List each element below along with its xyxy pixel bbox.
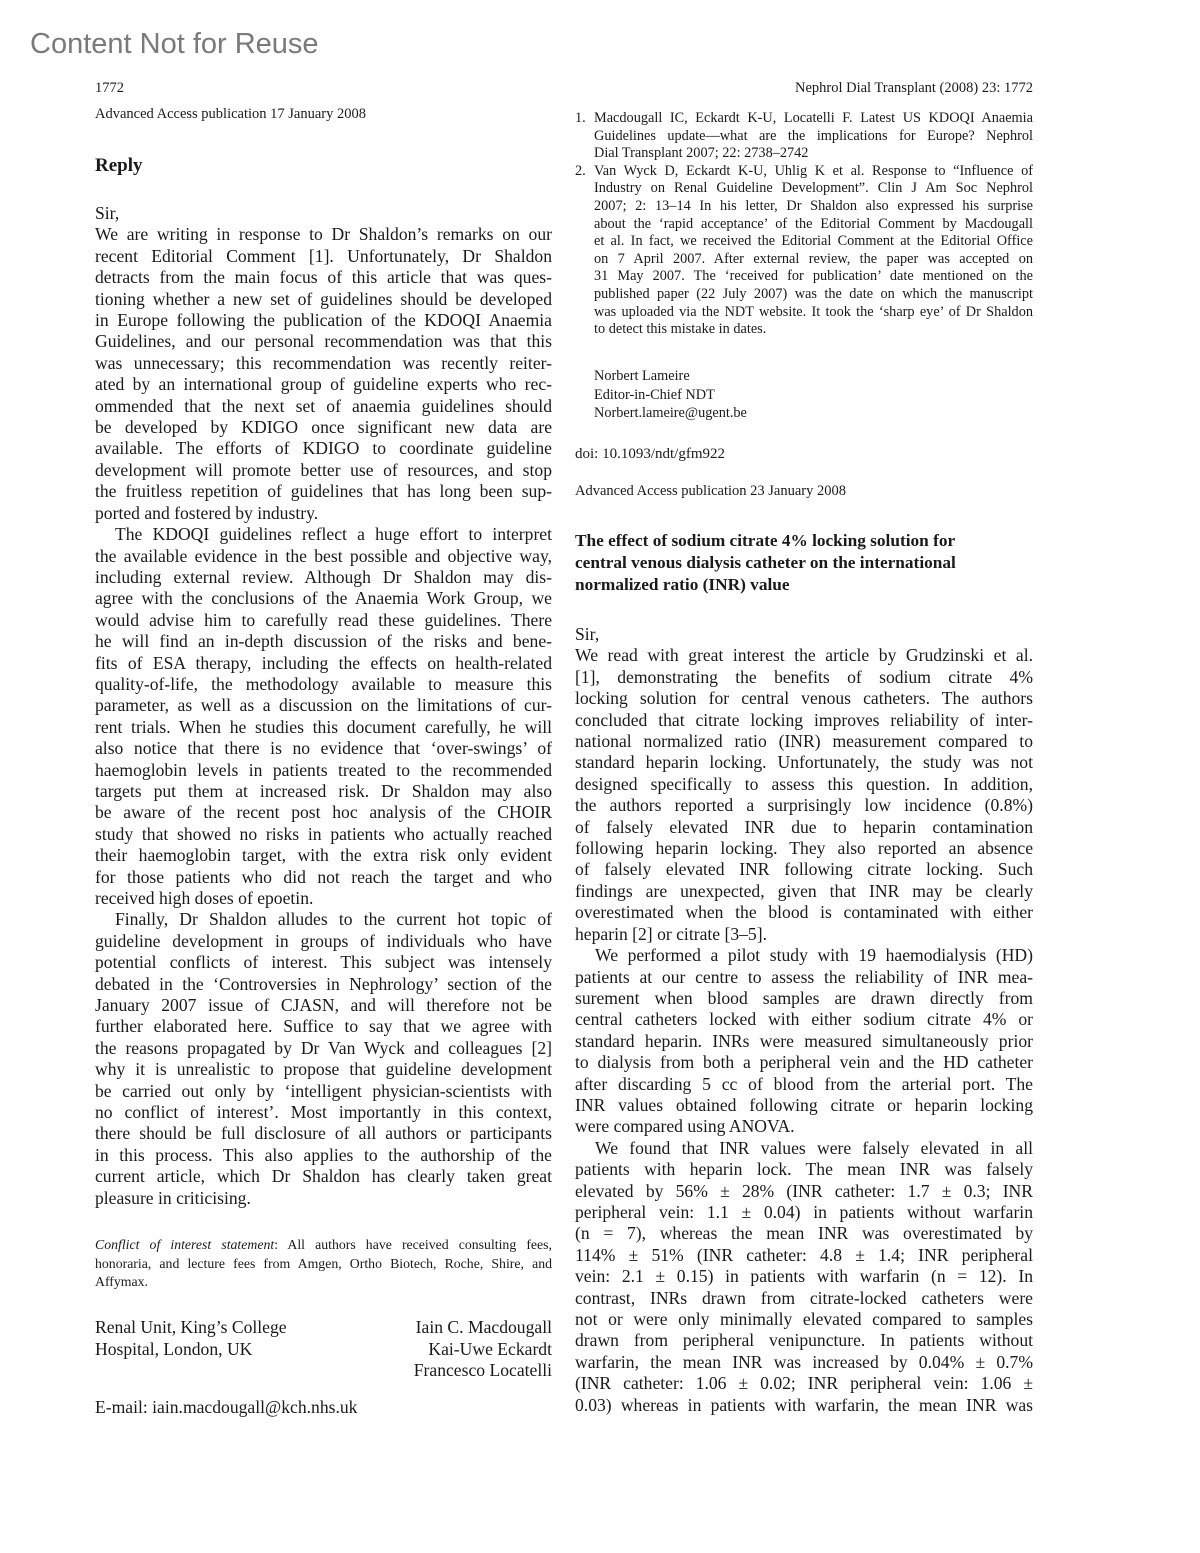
text-line: were compared using ANOVA.	[575, 1116, 795, 1137]
text-line: Macdougall IC, Eckardt K-U, Locatelli F. Latest US KDOQI Anaemia	[594, 110, 1033, 126]
text-line: debated in the ‘Controversies in Nephrology’ section of the	[95, 973, 552, 994]
text-line: haemoglobin levels in patients treated to the recommended	[95, 759, 552, 780]
affiliation-line: Renal Unit, King’s College	[95, 1317, 287, 1337]
text-line: 114% ± 51% (INR catheter: 4.8 ± 1.4; INR peripheral	[575, 1244, 1033, 1265]
conflict-text: : All authors have received consulting fees,	[274, 1237, 552, 1252]
text-line: patients with heparin lock. The mean INR was falsely	[575, 1159, 1033, 1180]
affiliation-line: Hospital, London, UK	[95, 1338, 253, 1359]
text-line: parameter, as well as a discussion on the limitations of cur-	[95, 695, 552, 716]
text-line: why it is unrealistic to propose that guideline development	[95, 1059, 552, 1080]
author-name: Francesco Locatelli	[413, 1360, 552, 1380]
text-line: was uploaded via the NDT website. It took the ‘sharp eye’ of Dr Shaldon	[594, 303, 1033, 320]
title-line: normalized ratio (INR) value	[575, 575, 790, 594]
text-line: standard heparin locking. Unfortunately, the study was not	[575, 752, 1033, 773]
text-line: in this process. This also applies to the authorship of the	[95, 1144, 552, 1165]
text-line: he will find an in-depth discussion of the risks and bene-	[95, 631, 552, 652]
text-line: for those patients who did not reach the target and who	[95, 866, 552, 887]
text-line: central catheters locked with either sodium citrate 4% or	[575, 1009, 1033, 1030]
text-line: after discarding 5 cc of blood from the arterial port. The	[575, 1073, 1033, 1094]
text-line: vein: 2.1 ± 0.15) in patients with warfarin (n = 12). In	[575, 1266, 1033, 1287]
text-line: Van Wyck D, Eckardt K-U, Uhlig K et al. Response to “Influence of	[594, 162, 1033, 179]
text-line: (n = 7), whereas the mean INR was overestimated by	[575, 1223, 1033, 1244]
text-line: there should be full disclosure of all authors or participants	[95, 1123, 552, 1144]
text-line: elevated by 56% ± 28% (INR catheter: 1.7 ± 0.3; INR	[575, 1180, 1033, 1201]
title-line: central venous dialysis catheter on the international	[575, 553, 956, 572]
text-line: We found that INR values were falsely elevated in all	[595, 1137, 1033, 1158]
text-line: designed specifically to assess this question. In addition,	[575, 773, 1033, 794]
title-line: The effect of sodium citrate 4% locking solution for	[575, 531, 956, 550]
text-line: surement when blood samples are drawn directly from	[575, 987, 1033, 1008]
text-line: also notice that there is no evidence that ‘over-swings’ of	[95, 738, 552, 759]
text-line: Dial Transplant 2007; 22: 2738–2742	[594, 145, 809, 162]
text-line: received high doses of epoetin.	[95, 888, 314, 908]
reply-paragraph-2	[95, 524, 552, 909]
advanced-access-date-reply: Advanced Access publication 17 January 2008	[95, 106, 366, 122]
citrate-paragraph-1	[575, 645, 1033, 945]
reference-item	[575, 110, 1033, 163]
text-line: Guidelines, and our personal recommendation was that this	[95, 331, 552, 352]
text-line: the available evidence in the best possible and objective way,	[95, 545, 552, 566]
text-line: (INR catheter: 1.06 ± 0.02; INR peripheral vein: 1.06 ±	[575, 1373, 1033, 1394]
editor-role: Editor-in-Chief NDT	[594, 386, 715, 403]
text-line: We performed a pilot study with 19 haemodialysis (HD)	[595, 945, 1033, 966]
text-line: Guidelines update—what are the implications for Europe? Nephrol	[594, 127, 1033, 144]
article-title-citrate	[575, 530, 1033, 596]
text-line: targets put them at increased risk. Dr Shaldon may also	[95, 780, 552, 801]
text-line: the reasons propagated by Dr Van Wyck and colleagues [2]	[95, 1037, 552, 1058]
text-line: published paper (22 July 2007) was the date on which the manuscript	[594, 285, 1033, 302]
conflict-of-interest-statement	[95, 1236, 552, 1292]
text-line: their haemoglobin target, with the extra risk only evident	[95, 845, 552, 866]
text-line: on 7 April 2007. After external review, the paper was accepted on	[594, 250, 1033, 267]
text-line: agree with the conclusions of the Anaemia Work Group, we	[95, 588, 552, 609]
text-line: national normalized ratio (INR) measurement compared to	[575, 731, 1033, 752]
text-line: be developed by KDIGO once significant new data are	[95, 417, 552, 438]
text-line: locking solution for central venous catheters. The authors	[575, 688, 1033, 709]
text-line: detracts from the main focus of this article that was ques-	[95, 267, 552, 288]
text-line: ported and fostered by industry.	[95, 502, 319, 523]
page-number: 1772	[95, 80, 124, 96]
text-line: January 2007 issue of CJASN, and will therefore not be	[95, 995, 552, 1016]
watermark-text: Content Not for Reuse	[30, 28, 319, 60]
editor-email[interactable]: Norbert.lameire@ugent.be	[594, 405, 747, 421]
text-line: in Europe following the publication of the KDOQI Anaemia	[95, 310, 552, 331]
text-line: was unnecessary; this recommendation was recently reiter-	[95, 352, 552, 373]
editor-name: Norbert Lameire	[594, 368, 690, 384]
text-line: rent trials. When he studies this document carefully, he will	[95, 716, 552, 737]
text-line: drawn from peripheral venipuncture. In patients without	[575, 1330, 1033, 1351]
article-title-reply: Reply	[95, 155, 143, 176]
text-line: et al. In fact, we received the Editorial Comment at the Editorial Office	[594, 233, 1033, 250]
salutation: Sir,	[575, 624, 600, 644]
text-line: be aware of the recent post hoc analysis of the CHOIR	[95, 802, 552, 823]
text-line: INR values obtained following citrate or heparin locking	[575, 1094, 1033, 1115]
text-line: We are writing in response to Dr Shaldon’s remarks on our	[95, 224, 552, 245]
text-line: ated by an international group of guideline experts who rec-	[95, 374, 552, 395]
text-line: potential conflicts of interest. This subject was intensely	[95, 952, 552, 973]
author-name: Iain C. Macdougall	[415, 1317, 552, 1337]
text-line: standard heparin. INRs were measured simultaneously prior	[575, 1030, 1033, 1051]
text-line: 0.03) whereas in patients with warfarin, the mean INR was	[575, 1394, 1033, 1415]
text-line: following heparin locking. They also reported an absence	[575, 838, 1033, 859]
reference-number: 2.	[575, 162, 586, 179]
text-line: ommended that the next set of anaemia guidelines should	[95, 395, 552, 416]
text-line: of falsely elevated INR due to heparin contamination	[575, 816, 1033, 837]
text-line: honoraria, and lecture fees from Amgen, Ortho Biotech, Roche, Shire, and	[95, 1255, 552, 1271]
text-line: not or were only minimally elevated compared to samples	[575, 1309, 1033, 1329]
advanced-access-date-citrate: Advanced Access publication 23 January 2008	[575, 483, 846, 499]
text-line: pleasure in criticising.	[95, 1187, 251, 1208]
text-line: findings are unexpected, given that INR may be clearly	[575, 880, 1033, 901]
text-line: Affymax.	[95, 1274, 149, 1289]
editor-signature	[594, 367, 747, 423]
text-line: concluded that citrate locking improves reliability of inter-	[575, 709, 1033, 730]
text-line: contrast, INRs drawn from citrate-locked catheters were	[575, 1287, 1033, 1308]
text-line: the authors reported a surprisingly low incidence (0.8%)	[575, 795, 1033, 816]
citrate-paragraph-3	[575, 1138, 1033, 1416]
text-line: of falsely elevated INR following citrate locking. Such	[575, 859, 1033, 880]
reply-paragraph-1	[95, 224, 552, 524]
text-line: warfarin, the mean INR was increased by 0.04% ± 0.7%	[575, 1351, 1033, 1372]
text-line: Finally, Dr Shaldon alludes to the current hot topic of	[115, 909, 552, 930]
author-email[interactable]: E-mail: iain.macdougall@kch.nhs.uk	[95, 1397, 358, 1417]
text-line: The KDOQI guidelines reflect a huge effort to interpret	[115, 524, 552, 545]
text-line: 2007; 2: 13–14 In his letter, Dr Shaldon also expressed his surprise	[594, 197, 1033, 214]
text-line: recent Editorial Comment [1]. Unfortunately, Dr Shaldon	[95, 245, 552, 266]
author-list	[414, 1317, 552, 1382]
text-line: further elaborated here. Suffice to say that we agree with	[95, 1016, 552, 1037]
reference-item	[575, 163, 1033, 339]
text-line: heparin [2] or citrate [3–5].	[575, 923, 767, 944]
text-line: peripheral vein: 1.1 ± 0.04) in patients without warfarin	[575, 1201, 1033, 1222]
text-line: [1], demonstrating the benefits of sodium citrate 4%	[575, 666, 1033, 687]
text-line: study that showed no risks in patients who actually reached	[95, 823, 552, 844]
citrate-body	[575, 624, 1033, 1416]
text-line: 31 May 2007. The ‘received for publication’ date mentioned on the	[594, 268, 1033, 285]
text-line: to detect this mistake in dates.	[594, 321, 767, 338]
text-line: patients at our centre to assess the reliability of INR mea-	[575, 966, 1033, 987]
text-line: overestimated when the blood is contaminated with either	[575, 902, 1033, 923]
text-line: guideline development in groups of individuals who have	[95, 930, 552, 951]
salutation: Sir,	[95, 203, 120, 223]
conflict-label: Conflict of interest statement	[95, 1237, 275, 1252]
reference-number: 1.	[575, 110, 586, 126]
text-line	[95, 1236, 552, 1255]
text-line: current article, which Dr Shaldon has clearly taken great	[95, 1166, 552, 1187]
text-line: be carried out only by ‘intelligent physician-scientists with	[95, 1080, 552, 1101]
text-line: Industry on Renal Guideline Development”. Clin J Am Soc Nephrol	[594, 180, 1033, 197]
text-line: the fruitless repetition of guidelines that has long been sup-	[95, 481, 552, 502]
text-line: including external review. Although Dr Shaldon may dis-	[95, 566, 552, 587]
text-line: fits of ESA therapy, including the effects on health-related	[95, 652, 552, 673]
reference-list	[575, 110, 1033, 339]
text-line: would advise him to carefully read these guidelines. There	[95, 609, 552, 630]
text-line: development will promote better use of resources, and stop	[95, 459, 552, 480]
author-affiliation	[95, 1317, 287, 1360]
doi-link[interactable]: doi: 10.1093/ndt/gfm922	[575, 446, 725, 462]
text-line: about the ‘rapid acceptance’ of the Editorial Comment by Macdougall	[594, 215, 1033, 232]
journal-citation: Nephrol Dial Transplant (2008) 23: 1772	[794, 80, 1033, 96]
reply-paragraph-3	[95, 909, 552, 1209]
text-line: to dialysis from both a peripheral vein and the HD catheter	[575, 1052, 1033, 1073]
text-line: quality-of-life, the methodology available to measure this	[95, 673, 552, 694]
text-line: available. The efforts of KDIGO to coordinate guideline	[95, 438, 552, 459]
citrate-paragraph-2	[575, 945, 1033, 1138]
text-line: We read with great interest the article by Grudzinski et al.	[575, 645, 1033, 666]
author-name: Kai-Uwe Eckardt	[428, 1338, 552, 1359]
text-line: no conflict of interest’. Most importantly in this context,	[95, 1102, 552, 1123]
reply-body	[95, 203, 552, 1209]
text-line: tioning whether a new set of guidelines should be developed	[95, 288, 552, 309]
